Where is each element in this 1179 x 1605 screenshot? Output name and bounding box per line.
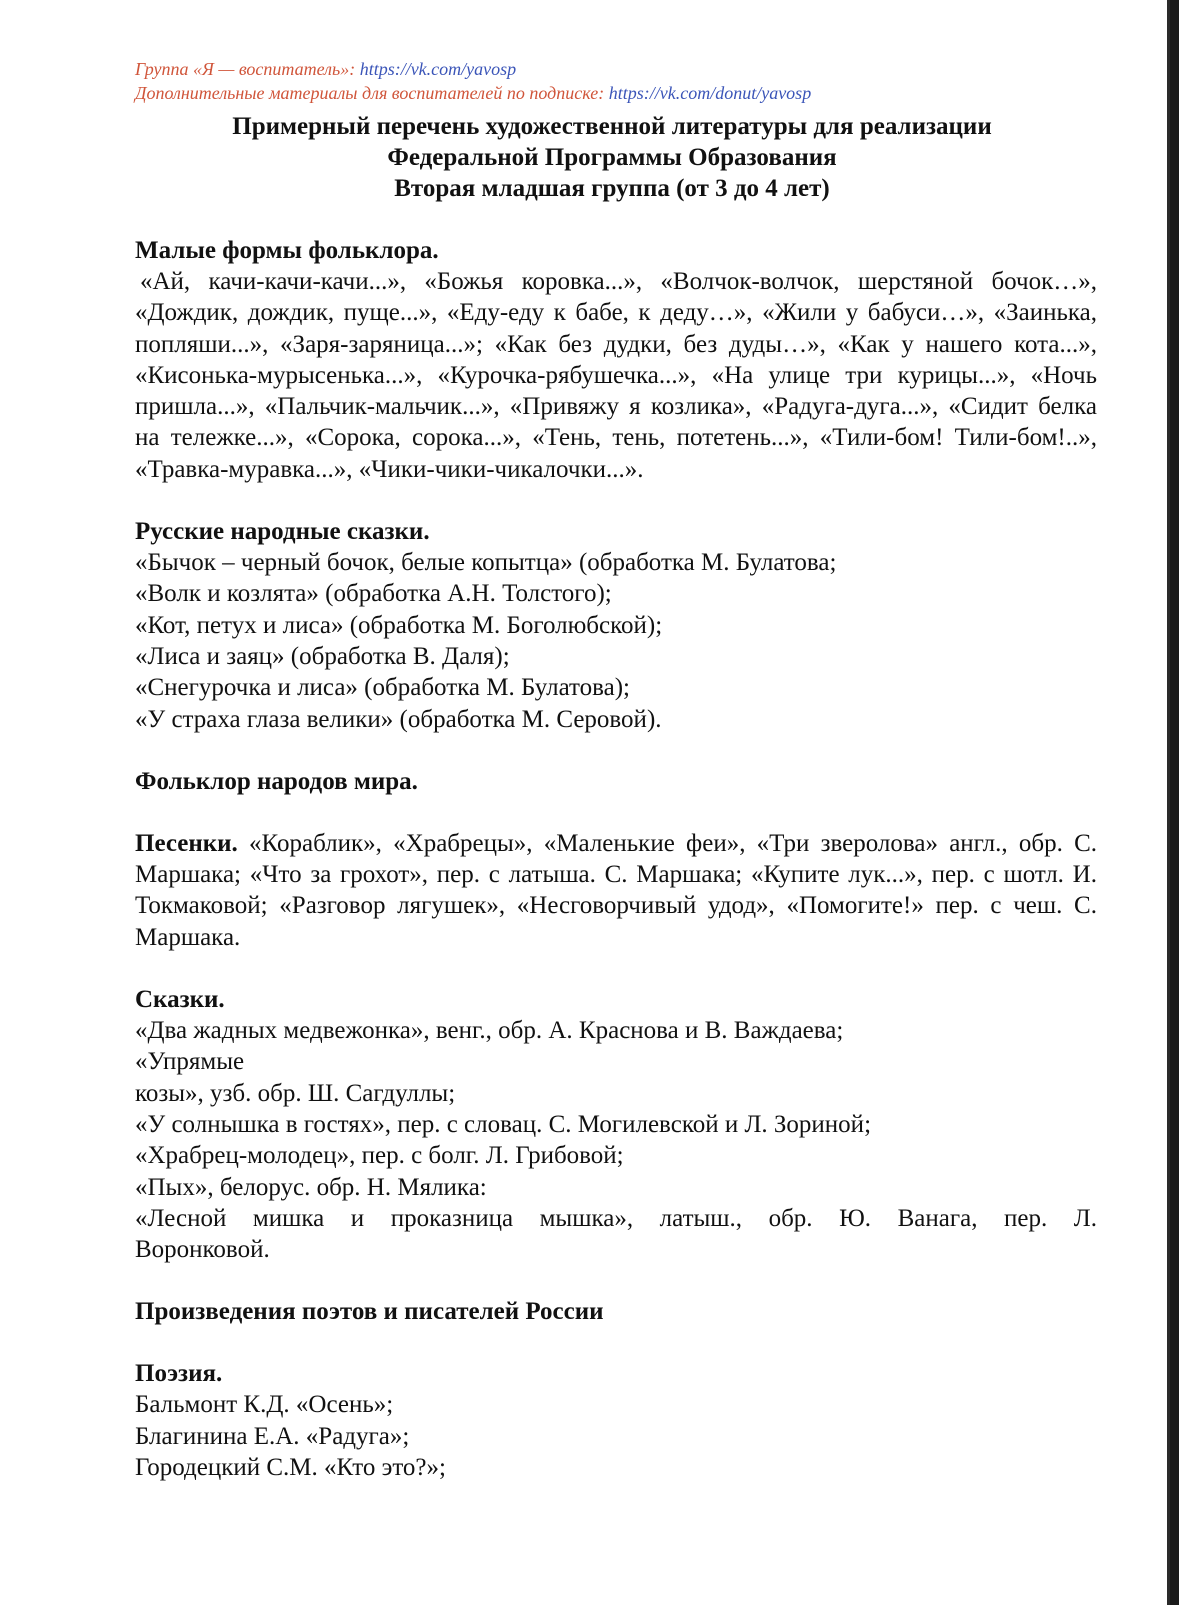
tale-line: Воронковой.: [135, 1236, 270, 1264]
section-world-folklore: [135, 766, 1097, 797]
section-tales: [135, 984, 1097, 1265]
songs-list: «Кораблик», «Храбрецы», «Маленькие феи», «Три зверолова» англ., обр. С. Маршака; «Что за грохот», пер. с латыша. С. Маршака; «Купите лук...», пер. с шотл. И. Токмаковой; «Разговор лягушек», «Несговорчивый удод», «Помогите!» пер. с чеш. С. Маршака.: [135, 829, 1097, 951]
section-russian-tales: [135, 516, 1097, 735]
section-songs: [135, 828, 1097, 953]
extra-materials-link[interactable]: https://vk.com/donut/yavosp: [608, 83, 812, 103]
tale-line: «Два жадных медвежонка», венг., обр. А. Краснова и В. Важдаева;: [135, 1017, 844, 1045]
russian-tale-item: «Кот, петух и лиса» (обработка М. Боголюбской);: [135, 611, 663, 639]
heading-poetry: Поэзия.: [135, 1360, 223, 1388]
russian-tale-item: «У страха глаза велики» (обработка М. Серовой).: [135, 705, 662, 733]
document-content: [135, 57, 1097, 1483]
russian-tale-item: «Лиса и заяц» (обработка В. Даля);: [135, 642, 510, 670]
title-line-2: Федеральной Программы Образования: [387, 144, 837, 171]
songs-label: Песенки.: [135, 829, 238, 857]
poetry-item: Благинина Е.А. «Радуга»;: [135, 1422, 410, 1450]
title-line-1: Примерный перечень художественной литературы для реализации: [232, 113, 992, 140]
tale-line: козы», узб. обр. Ш. Сагдуллы;: [135, 1079, 456, 1107]
heading-russian-authors: Произведения поэтов и писателей России: [135, 1298, 604, 1326]
extra-materials-line: [135, 81, 1097, 105]
title-line-3: Вторая младшая группа (от 3 до 4 лет): [394, 175, 830, 202]
tale-line: «У солнышка в гостях», пер. с словац. С. Могилевской и Л. Зориной;: [135, 1110, 872, 1138]
heading-russian-tales: Русские народные сказки.: [135, 518, 430, 546]
heading-world-folklore: Фольклор народов мира.: [135, 767, 418, 795]
russian-tale-item: «Волк и козлята» (обработка А.Н. Толстого);: [135, 580, 612, 608]
russian-tale-item: «Снегурочка и лиса» (обработка М. Булатова);: [135, 674, 630, 702]
russian-tale-item: «Бычок – черный бочок, белые копытца» (обработка М. Булатова;: [135, 549, 837, 577]
section-small-folklore: [135, 235, 1097, 485]
section-poetry: [135, 1358, 1097, 1483]
tale-line: «Лесной мишка и проказница мышка», латыш., обр. Ю. Ванага, пер. Л.: [135, 1204, 1097, 1232]
tale-line: «Храбрец-молодец», пер. с болг. Л. Грибовой;: [135, 1142, 624, 1170]
small-folklore-text: «Ай, качи-качи-качи...», «Божья коровка...», «Волчок-волчок, шерстяной бочок…», «Дождик, дождик, пуще...», «Еду-еду к бабе, к деду…», «Жили у бабуси…», «Заинька, попляши...», «Заря-заряница...»; «Как без дудки, без дуды…», «Как у нашего кота...», «Кисонька-мурысенька...», «Курочка-рябушечка...», «На улице три курицы...», «Ночь пришла...», «Пальчик-мальчик...», «Привяжу я козлика», «Радуга-дуга...», «Сидит белка на тележке...», «Сорока, сорока...», «Тень, тень, потетень...», «Тили-бом! Тили-бом!..», «Травка-муравка...», «Чики-чики-чикалочки...».: [135, 268, 1097, 483]
group-label: Группа «Я — воспитатель»:: [135, 59, 360, 79]
poetry-item: Бальмонт К.Д. «Осень»;: [135, 1391, 394, 1419]
document-title: [127, 111, 1097, 204]
window-edge: [1170, 0, 1179, 1605]
tale-line: «Пых», белорус. обр. Н. Мялика:: [135, 1173, 487, 1201]
group-link[interactable]: https://vk.com/yavosp: [359, 59, 517, 79]
group-line: [135, 57, 1097, 81]
songs-text: [135, 828, 1097, 953]
tale-line: «Упрямые: [135, 1048, 245, 1076]
heading-small-folklore: Малые формы фольклора.: [135, 237, 439, 264]
heading-tales: Сказки.: [135, 986, 225, 1014]
poetry-item: Городецкий С.М. «Кто это?»;: [135, 1454, 446, 1482]
section-russian-authors: [135, 1296, 1097, 1327]
extra-materials-label: Дополнительные материалы для воспитателей по подписке:: [135, 83, 609, 103]
